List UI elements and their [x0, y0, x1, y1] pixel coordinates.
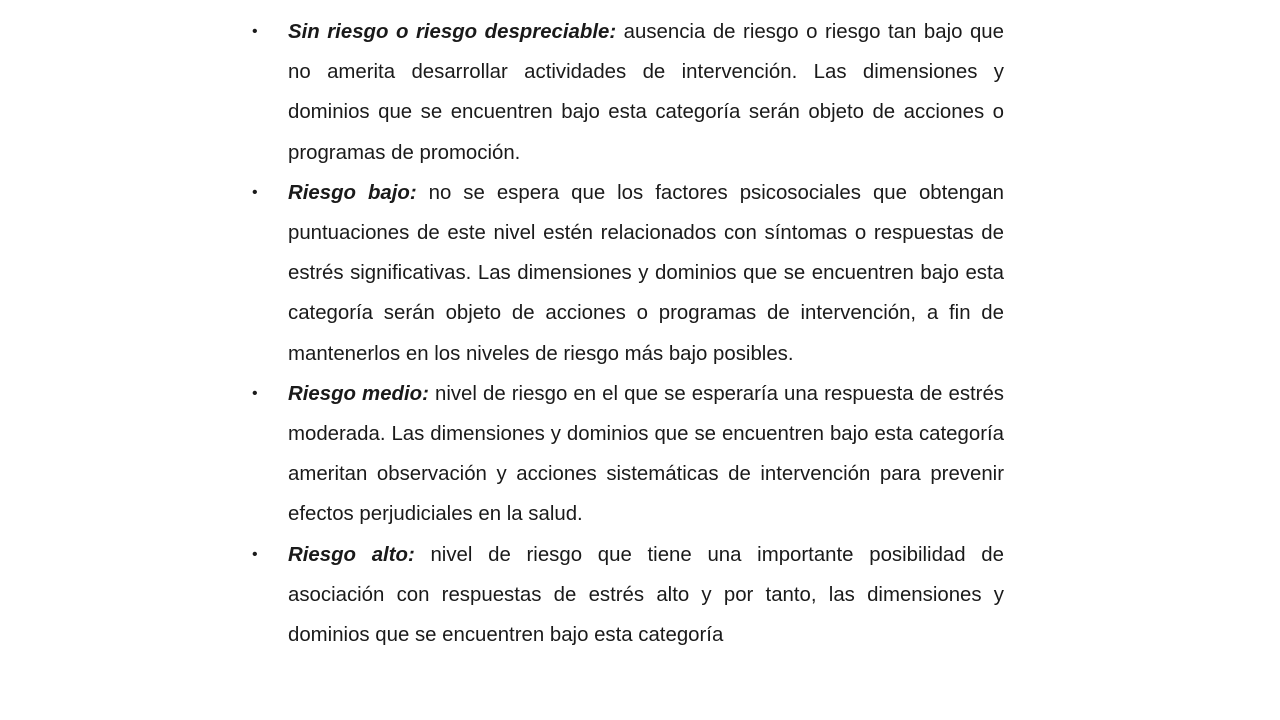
risk-item-low — [252, 173, 1004, 374]
risk-item-medium — [252, 374, 1005, 535]
risk-description: nivel de riesgo en el que se esperaría una respuesta de estrés moderada. Las dimensiones y dominios que se encuentren bajo esta categoría ameritan observación y acciones sistemáticas de intervención para prevenir efectos perjudiciales en la salud. — [288, 382, 1005, 526]
risk-term: Riesgo alto: — [288, 543, 415, 566]
risk-description: nivel de riesgo que tiene una importante posibilidad de asociación con respuestas de estrés alto y por tanto, las dimensiones y dominios que se encuentren bajo esta categoría — [288, 543, 1004, 647]
risk-term: Sin riesgo o riesgo despreciable: — [288, 21, 617, 43]
risk-term: Riesgo medio: — [288, 382, 429, 405]
risk-description: no se espera que los factores psicosociales que obtengan puntuaciones de este nivel estén relacionados con síntomas o respuestas de estrés significativas. Las dimensiones y dominios que se encuentren bajo esta categoría serán objeto de acciones o programas de intervención, a fin de mantenerlos en los niveles de riesgo más bajo posibles. — [288, 181, 1004, 365]
risk-item-negligible — [252, 12, 1004, 173]
bullet-icon: • — [252, 23, 258, 40]
bullet-icon: • — [252, 545, 258, 563]
risk-item-high — [252, 535, 1004, 656]
risk-description: ausencia de riesgo o riesgo tan bajo que no amerita desarrollar actividades de intervención. Las dimensiones y dominios que se encuentren bajo esta categoría serán objeto de acciones o programas de promoción. — [288, 21, 1004, 164]
risk-level-list — [252, 12, 1005, 655]
risk-term: Riesgo bajo: — [288, 181, 417, 204]
bullet-icon: • — [252, 183, 258, 201]
bullet-icon: • — [252, 384, 258, 402]
